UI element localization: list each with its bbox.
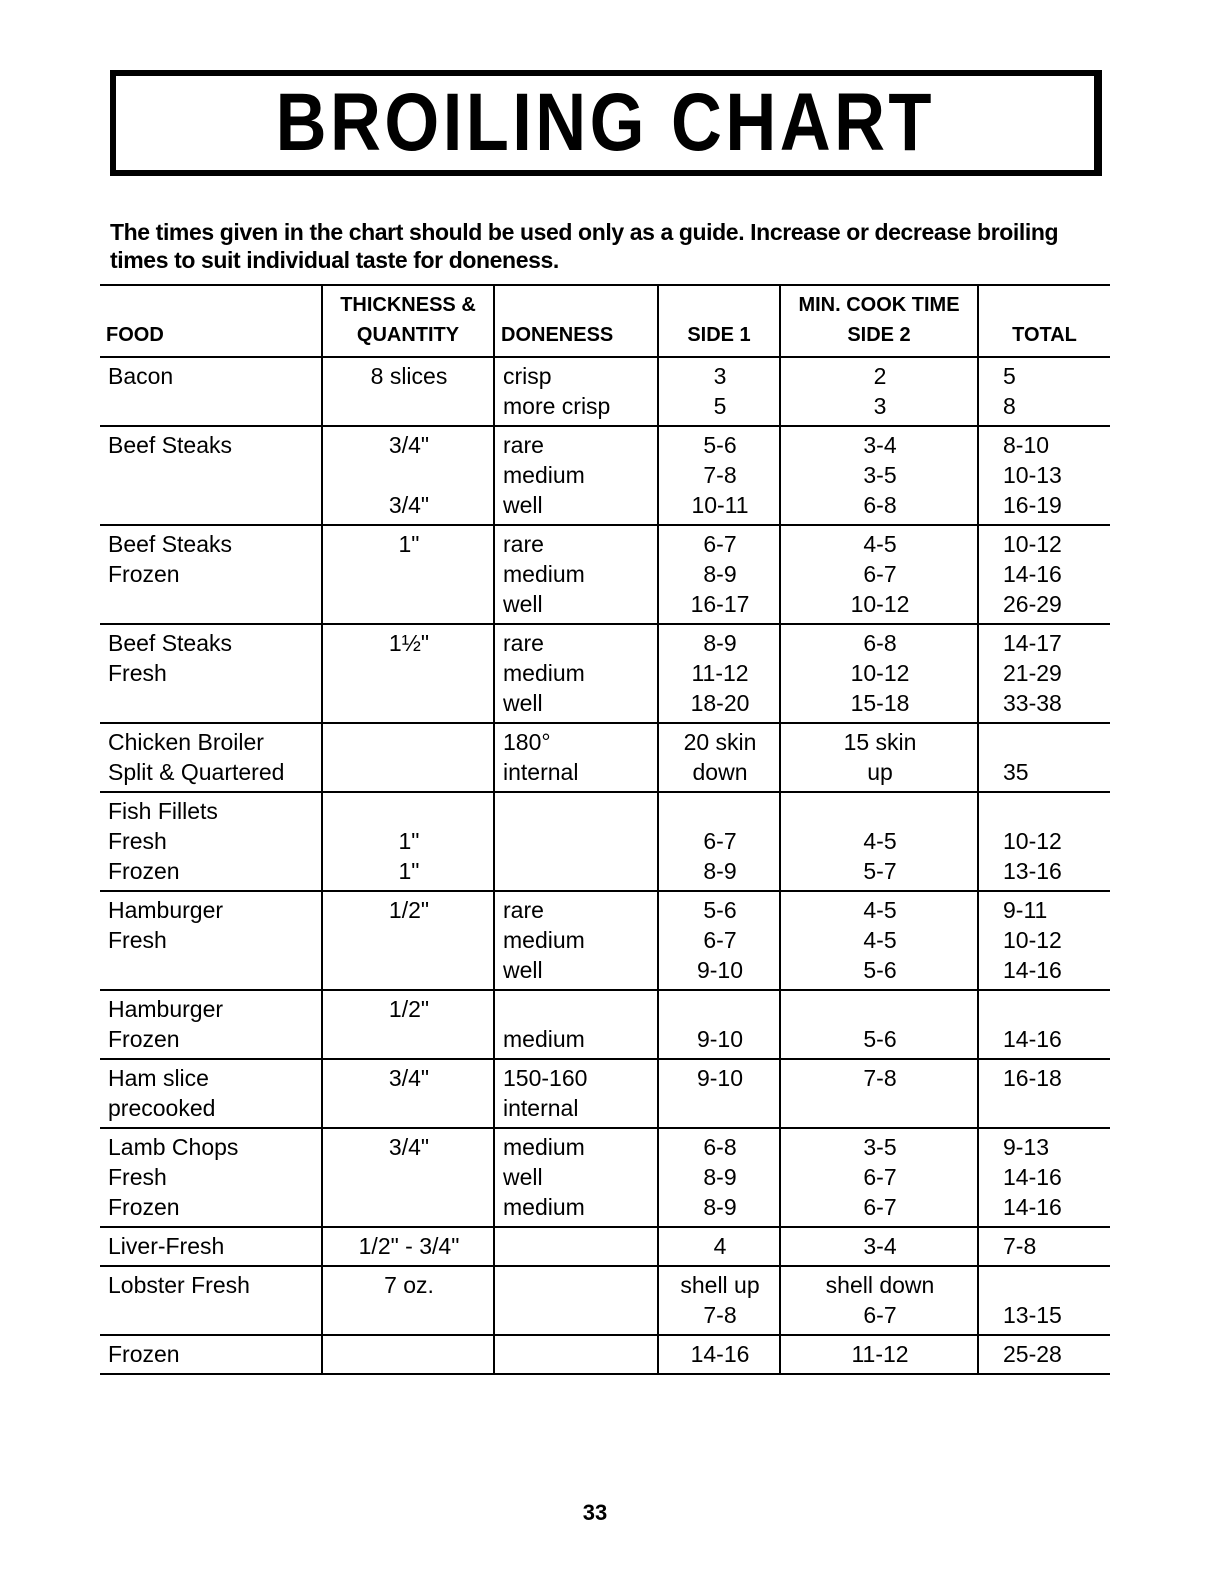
header-side2: MIN. COOK TIME SIDE 2 [780,285,978,357]
cell-side2-line: 4-5 [863,531,897,557]
cell-side1-line: 8-9 [703,858,737,884]
cell-thickness-line [331,796,487,826]
cell-food-line: Fresh [108,1164,167,1190]
header-side1: SIDE 1 [658,285,780,357]
cell-doneness-line: rare [503,531,544,557]
cell-doneness [494,1335,658,1374]
cell-side1-line: 6-7 [703,927,737,953]
cell-total-line: 8 [1003,393,1016,419]
cell-total [978,1128,1110,1227]
cell-side2-line: 6-7 [863,1302,897,1328]
cell-thickness [322,1128,494,1227]
table-row [100,1266,1110,1335]
cell-total-line: 26-29 [1003,591,1062,617]
cell-side1-line: 4 [713,1233,727,1259]
cell-side1-line: 9-10 [696,1026,744,1052]
cell-side1-line: 20 skin [683,729,757,755]
cell-food [100,426,322,525]
cell-side1 [658,357,780,426]
cell-doneness-line: well [503,591,543,617]
cell-total [978,990,1110,1059]
cell-total [978,357,1110,426]
table-row [100,1128,1110,1227]
cell-thickness [322,357,494,426]
cell-side2-line: 3-5 [863,462,897,488]
cell-food [100,1266,322,1335]
cell-thickness-line [331,460,487,490]
cell-side2-line: up [867,759,893,785]
cell-doneness-line: medium [503,1194,585,1220]
cell-side1-line: 16-17 [690,591,750,617]
cell-side2-line: 6-7 [863,561,897,587]
cell-total-line: 9-11 [1003,897,1048,923]
cell-side1 [658,1059,780,1128]
table-row [100,723,1110,792]
cell-doneness-line [503,1231,651,1261]
cell-food-line: Beef Steaks [108,432,233,458]
cell-food [100,1227,322,1266]
cell-side2-line: 5-6 [863,957,897,983]
cell-total-line: 14-17 [1003,630,1062,656]
cell-thickness-line: 8 slices [370,363,448,389]
cell-side2-line: 10-12 [850,660,910,686]
cell-food-line: Frozen [108,1026,180,1052]
cell-thickness [322,525,494,624]
cell-food [100,1128,322,1227]
cell-side2 [780,792,978,891]
cell-total [978,426,1110,525]
table-row [100,357,1110,426]
cell-side1 [658,792,780,891]
cell-side1-line: 5 [713,393,727,419]
cell-food-line: Lamb Chops [108,1134,239,1160]
cell-side1-line: 5-6 [703,432,737,458]
table-body [100,357,1110,1374]
cell-side1-line: 18-20 [690,690,750,716]
cell-side2 [780,1227,978,1266]
cell-total-line: 10-13 [1003,462,1062,488]
cell-side1 [658,1335,780,1374]
cell-doneness [494,1128,658,1227]
cell-doneness-line: internal [503,759,579,785]
cell-food-line: Fresh [108,927,167,953]
cell-doneness [494,426,658,525]
cell-side2-line: 6-7 [863,1194,897,1220]
cell-total [978,525,1110,624]
cell-side2-line: 6-8 [863,492,897,518]
cell-side2-line: 15-18 [850,690,910,716]
cell-side1-line: 8-9 [703,630,737,656]
cell-side2 [780,1059,978,1128]
cell-food-line: Frozen [108,561,180,587]
cell-total-line [1003,727,1104,757]
cell-thickness [322,990,494,1059]
cell-doneness-line: rare [503,432,544,458]
cell-food-line: Frozen [108,858,180,884]
cell-side2 [780,1266,978,1335]
cell-doneness-line: crisp [503,363,552,389]
cell-thickness-line [331,1339,487,1369]
cell-side2 [780,891,978,990]
cell-food-line: Beef Steaks [108,630,233,656]
cell-total-line: 14-16 [1003,1026,1062,1052]
cell-side1-line: 11-12 [691,660,749,686]
cell-side2-line: 6-7 [863,1164,897,1190]
cell-side1-line [667,994,773,1024]
cell-side2-line: 5-7 [863,858,897,884]
cell-side1-line: 8-9 [703,1164,737,1190]
table-row [100,891,1110,990]
cell-thickness-line: 3/4" [388,432,430,458]
cell-total-line: 33-38 [1003,690,1062,716]
cell-doneness-line: internal [503,1095,579,1121]
cell-total-line: 16-19 [1003,492,1062,518]
cell-food-line: Frozen [108,1194,180,1220]
cell-total [978,792,1110,891]
cell-side1-line: 6-7 [703,531,737,557]
cell-doneness [494,792,658,891]
cell-doneness-line: medium [503,1026,585,1052]
cell-total-line [1003,796,1104,826]
cell-side2 [780,1128,978,1227]
cell-food-line: Ham slice [108,1065,209,1091]
cell-doneness-line: rare [503,630,544,656]
cell-thickness-line: 1/2" - 3/4" [358,1233,460,1259]
cell-doneness-line: medium [503,462,585,488]
cell-total-line: 14-16 [1003,1194,1062,1220]
cell-total-line: 14-16 [1003,1164,1062,1190]
cell-side2-line [789,994,971,1024]
cell-total [978,1227,1110,1266]
cell-thickness-line: 3/4" [388,1065,430,1091]
cell-food-line: Frozen [108,1341,180,1367]
cell-doneness-line: well [503,690,543,716]
cell-side2-line: 3-5 [863,1134,897,1160]
cell-total [978,1059,1110,1128]
header-row [100,285,1110,357]
cell-food-line: Split & Quartered [108,759,285,785]
cell-thickness-line: 7 oz. [384,1272,434,1298]
cell-side2-line: 15 skin [843,729,917,755]
cell-doneness-line: medium [503,561,585,587]
cell-food [100,357,322,426]
cell-side1-line: shell up [680,1272,760,1298]
cell-side1-line: 5-6 [703,897,737,923]
cell-side2-line: 3-4 [863,1233,897,1259]
cell-thickness [322,891,494,990]
cell-total-line [1003,1270,1104,1300]
cell-side2 [780,624,978,723]
header-total: TOTAL [978,285,1110,357]
cell-doneness-line: medium [503,660,585,686]
cell-side1-line: 9-10 [696,957,744,983]
cell-side2 [780,525,978,624]
cell-total-line: 9-13 [1003,1134,1050,1160]
cell-side2-line: 6-8 [863,630,897,656]
cell-side1 [658,1266,780,1335]
header-food: FOOD [100,285,322,357]
table-row [100,792,1110,891]
cell-total [978,1266,1110,1335]
cell-thickness [322,1266,494,1335]
cell-side1-line: 7-8 [703,1302,737,1328]
cell-doneness-line: rare [503,897,544,923]
cell-side1-line: 6-7 [703,828,737,854]
cell-food-line: Liver-Fresh [108,1233,225,1259]
cell-side2-line: 5-6 [863,1026,897,1052]
cell-total-line: 35 [1003,759,1029,785]
table-row [100,1059,1110,1128]
cell-thickness [322,1335,494,1374]
cell-side2-line: 3-4 [863,432,897,458]
cell-thickness-line: 1" [398,828,420,854]
cell-thickness [322,792,494,891]
cell-side1-line: 8-9 [703,1194,737,1220]
cell-food [100,891,322,990]
cell-doneness-line [503,994,651,1024]
cell-doneness-line [503,796,651,826]
cell-side2-line: 4-5 [863,897,897,923]
header-thickness: THICKNESS & QUANTITY [322,285,494,357]
cell-total [978,723,1110,792]
cell-thickness-line: 3/4" [388,492,430,518]
cell-side1-line: 10-11 [691,492,749,518]
cell-side1-line [667,796,773,826]
cell-side1-line: down [692,759,748,785]
cell-doneness-line: 150-160 [503,1065,588,1091]
cell-doneness-line: medium [503,927,585,953]
cell-side1 [658,1227,780,1266]
cell-side2-line: 7-8 [863,1065,897,1091]
cell-side2 [780,426,978,525]
cell-total-line: 13-15 [1003,1302,1062,1328]
cell-side1 [658,990,780,1059]
cell-side1-line: 3 [713,363,727,389]
header-doneness: DONENESS [494,285,658,357]
cell-side1 [658,426,780,525]
cell-food-line: Beef Steaks [108,531,233,557]
intro-text: The times given in the chart should be used only as a guide. Increase or decrease broiling times to suit individual taste for doneness. [110,219,1059,273]
cell-doneness [494,1227,658,1266]
cell-food [100,624,322,723]
table-row [100,525,1110,624]
cell-doneness-line: well [503,1164,543,1190]
cell-side2 [780,723,978,792]
cell-food-line: Lobster Fresh [108,1272,250,1298]
cell-total-line: 14-16 [1003,957,1062,983]
broiling-table [100,284,1110,1375]
cell-side2 [780,990,978,1059]
cell-total-line: 14-16 [1003,561,1062,587]
cell-doneness-line [503,1339,651,1369]
cell-doneness [494,723,658,792]
title-box [110,70,1102,176]
cell-side1 [658,525,780,624]
cell-doneness-line: 180° [503,729,551,755]
cell-doneness-line: more crisp [503,393,611,419]
cell-doneness-line [503,1270,651,1300]
table-row [100,1335,1110,1374]
cell-side2 [780,357,978,426]
cell-doneness [494,525,658,624]
cell-doneness [494,357,658,426]
cell-thickness-line: 3/4" [388,1134,430,1160]
cell-side2-line [789,796,971,826]
table-row [100,1227,1110,1266]
cell-side1 [658,1128,780,1227]
cell-food-line: Bacon [108,363,174,389]
cell-thickness-line: 1" [398,858,420,884]
cell-food [100,990,322,1059]
cell-side2-line: 3 [873,393,887,419]
cell-food [100,792,322,891]
cell-food-line: Fresh [108,660,167,686]
cell-side2-line: shell down [825,1272,935,1298]
cell-total-line [1003,994,1104,1024]
cell-food-line: Fresh [108,828,167,854]
cell-side1 [658,624,780,723]
table-row [100,426,1110,525]
cell-side2-line: 10-12 [850,591,910,617]
cell-total [978,624,1110,723]
cell-food [100,1335,322,1374]
cell-doneness [494,990,658,1059]
cell-total-line: 5 [1003,363,1016,389]
cell-total-line: 16-18 [1003,1065,1062,1091]
cell-side2-line: 4-5 [863,828,897,854]
cell-side1 [658,723,780,792]
cell-food [100,1059,322,1128]
table-row [100,624,1110,723]
cell-thickness [322,624,494,723]
cell-thickness-line: 1/2" [388,996,430,1022]
cell-total-line: 10-12 [1003,927,1062,953]
cell-thickness-line: 1/2" [388,897,430,923]
cell-total [978,1335,1110,1374]
cell-total-line: 21-29 [1003,660,1062,686]
cell-food-line: Chicken Broiler [108,729,264,755]
cell-total-line: 25-28 [1003,1341,1062,1367]
cell-doneness-line: well [503,957,543,983]
cell-total-line: 13-16 [1003,858,1062,884]
cell-doneness [494,624,658,723]
page-number: 33 [582,1500,608,1525]
cell-side1 [658,891,780,990]
table-row [100,990,1110,1059]
cell-food-line: Hamburger [108,996,224,1022]
cell-total-line: 10-12 [1003,531,1062,557]
cell-doneness-line: well [503,492,543,518]
cell-thickness [322,723,494,792]
cell-total-line: 10-12 [1003,828,1062,854]
cell-side1-line: 9-10 [696,1065,744,1091]
cell-side2 [780,1335,978,1374]
cell-side2-line: 4-5 [863,927,897,953]
cell-doneness [494,1266,658,1335]
cell-doneness [494,1059,658,1128]
cell-side1-line: 6-8 [703,1134,737,1160]
cell-side1-line: 7-8 [703,462,737,488]
cell-food-line: Fish Fillets [108,798,218,824]
cell-food [100,525,322,624]
cell-side2-line: 11-12 [851,1341,909,1367]
cell-total-line: 7-8 [1003,1233,1037,1259]
cell-thickness [322,1059,494,1128]
cell-total-line: 8-10 [1003,432,1050,458]
cell-thickness-line: 1½" [388,630,430,656]
cell-side1-line: 8-9 [703,561,737,587]
cell-thickness-line: 1" [398,531,420,557]
cell-doneness-line: medium [503,1134,585,1160]
cell-food-line: precooked [108,1095,216,1121]
cell-thickness [322,1227,494,1266]
cell-doneness [494,891,658,990]
cell-food [100,723,322,792]
cell-food-line: Hamburger [108,897,224,923]
cell-thickness [322,426,494,525]
cell-side1-line: 14-16 [690,1341,750,1367]
cell-total [978,891,1110,990]
page-title: BROILING CHART [275,77,935,168]
cell-thickness-line [331,727,487,757]
cell-side2-line: 2 [873,363,887,389]
